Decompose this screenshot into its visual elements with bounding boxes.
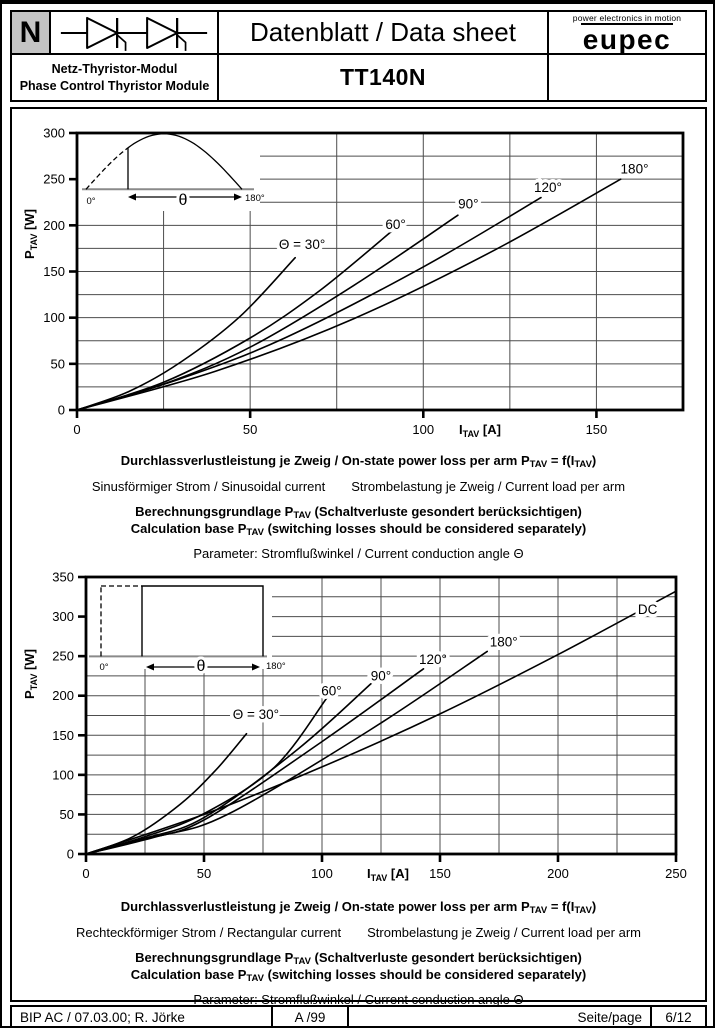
current-type: Rechteckförmiger Strom / Rectangular current bbox=[75, 924, 342, 940]
footer-page-number: 6/12 bbox=[665, 1010, 692, 1025]
svg-text:250: 250 bbox=[52, 648, 74, 664]
parameter-note: Parameter: Stromflußwinkel / Current conduction angle Θ bbox=[193, 991, 524, 1007]
calc-base-en: Calculation base $P_{TAV}$ (switching losses should be considered separately) bbox=[130, 520, 587, 538]
thyristor-symbol-cell bbox=[51, 12, 219, 55]
footer-revision: A /99 bbox=[273, 1007, 349, 1028]
load-per-arm: Strombelastung je Zweig / Current load per arm bbox=[351, 478, 626, 494]
thyristor-symbols-icon bbox=[59, 12, 209, 54]
svg-text:120°: 120° bbox=[418, 651, 447, 667]
brand-logo: eupec bbox=[582, 24, 672, 56]
svg-text:150: 150 bbox=[585, 422, 608, 437]
caption-rectangular bbox=[12, 900, 705, 1008]
svg-text:DC: DC bbox=[637, 601, 658, 617]
svg-text:60°: 60° bbox=[385, 216, 406, 232]
svg-text:0: 0 bbox=[66, 846, 74, 862]
calc-base-de: Berechnungsgrundlage $P_{TAV}$ (Schaltverluste gesondert berücksichtigen) bbox=[135, 949, 582, 967]
module-type-de: Netz-Thyristor-Modul bbox=[51, 62, 178, 77]
svg-text:100: 100 bbox=[311, 866, 333, 881]
caption-current-row bbox=[92, 480, 625, 495]
svg-text:180°: 180° bbox=[489, 634, 518, 650]
svg-text:200: 200 bbox=[43, 217, 65, 233]
module-type-cell bbox=[12, 55, 219, 100]
svg-text:θ: θ bbox=[178, 192, 188, 209]
chart-rectangular-power-loss bbox=[14, 564, 706, 894]
svg-text:150: 150 bbox=[43, 264, 65, 279]
svg-text:θ: θ bbox=[196, 658, 206, 675]
header-table bbox=[10, 10, 707, 102]
svg-text:0°: 0° bbox=[99, 662, 109, 673]
brand-block bbox=[549, 12, 705, 55]
module-type-en: Phase Control Thyristor Module bbox=[19, 78, 210, 93]
svg-text:200: 200 bbox=[547, 866, 569, 881]
svg-text:100: 100 bbox=[43, 310, 65, 326]
content-box bbox=[10, 107, 707, 1007]
svg-text:200: 200 bbox=[52, 688, 74, 704]
svg-text:0: 0 bbox=[82, 866, 90, 881]
svg-text:ITAV [A]: $I_{TAV}$ [A] bbox=[459, 422, 501, 439]
footer-author: BIP AC / 07.03.00; R. Jörke bbox=[12, 1007, 273, 1028]
svg-text:PTAV [W]: $P_{TAV}$ [W] bbox=[22, 649, 39, 699]
svg-text:0: 0 bbox=[57, 402, 65, 418]
footer-table bbox=[10, 1005, 707, 1028]
svg-text:Θ = 30°: Θ = 30° bbox=[278, 237, 326, 253]
svg-text:250: 250 bbox=[43, 171, 65, 187]
svg-text:300: 300 bbox=[52, 609, 74, 625]
caption-title: Durchlassverlustleistung je Zweig / On-state power loss per arm $P_{TAV} = f(I_{TAV})$ bbox=[120, 899, 597, 916]
svg-text:150: 150 bbox=[52, 727, 74, 743]
header-empty-cell bbox=[549, 55, 705, 100]
svg-text:100: 100 bbox=[52, 767, 74, 783]
parameter-note: Parameter: Stromflußwinkel / Current conduction angle Θ bbox=[193, 545, 524, 561]
svg-text:PTAV [W]: $P_{TAV}$ [W] bbox=[22, 209, 39, 259]
caption-title: Durchlassverlustleistung je Zweig / On-state power loss per arm $P_{TAV} = f(I_{TAV})$ bbox=[120, 453, 597, 470]
logo-n-letter: N bbox=[19, 15, 42, 49]
current-type: Sinusförmiger Strom / Sinusoidal current bbox=[91, 478, 326, 494]
svg-text:180°: 180° bbox=[620, 161, 649, 177]
part-number: TT140N bbox=[219, 55, 549, 100]
load-per-arm: Strombelastung je Zweig / Current load per arm bbox=[367, 924, 641, 940]
svg-text:60°: 60° bbox=[321, 683, 342, 699]
svg-text:300: 300 bbox=[43, 125, 65, 141]
calc-base-de: Berechnungsgrundlage $P_{TAV}$ (Schaltverluste gesondert berücksichtigen) bbox=[135, 503, 582, 521]
caption-current-row bbox=[76, 926, 641, 941]
svg-text:90°: 90° bbox=[458, 196, 479, 212]
svg-text:120°: 120° bbox=[533, 179, 562, 195]
footer-page-label: Seite/page bbox=[349, 1007, 652, 1028]
svg-text:0°: 0° bbox=[86, 196, 96, 207]
svg-text:Θ = 30°: Θ = 30° bbox=[232, 707, 280, 723]
calc-base-en: Calculation base $P_{TAV}$ (switching losses should be considered separately) bbox=[130, 966, 587, 984]
svg-text:100: 100 bbox=[412, 422, 435, 437]
svg-text:50: 50 bbox=[196, 866, 212, 881]
svg-text:0: 0 bbox=[73, 422, 81, 437]
svg-text:50: 50 bbox=[242, 422, 258, 437]
svg-text:50: 50 bbox=[59, 806, 74, 822]
chart-sinusoidal-power-loss bbox=[14, 116, 706, 456]
svg-text:90°: 90° bbox=[370, 668, 392, 684]
logo-n-box bbox=[12, 12, 51, 55]
doc-title: Datenblatt / Data sheet bbox=[219, 12, 549, 55]
svg-text:250: 250 bbox=[665, 866, 687, 881]
svg-text:350: 350 bbox=[52, 569, 74, 585]
caption-sinusoidal bbox=[12, 454, 705, 562]
svg-text:ITAV [A]: $I_{TAV}$ [A] bbox=[367, 866, 409, 883]
svg-text:180°: 180° bbox=[266, 661, 286, 672]
svg-text:150: 150 bbox=[429, 866, 451, 881]
brand-tagline: power electronics in motion bbox=[572, 12, 682, 23]
svg-text:180°: 180° bbox=[245, 193, 265, 204]
svg-text:50: 50 bbox=[50, 356, 65, 372]
